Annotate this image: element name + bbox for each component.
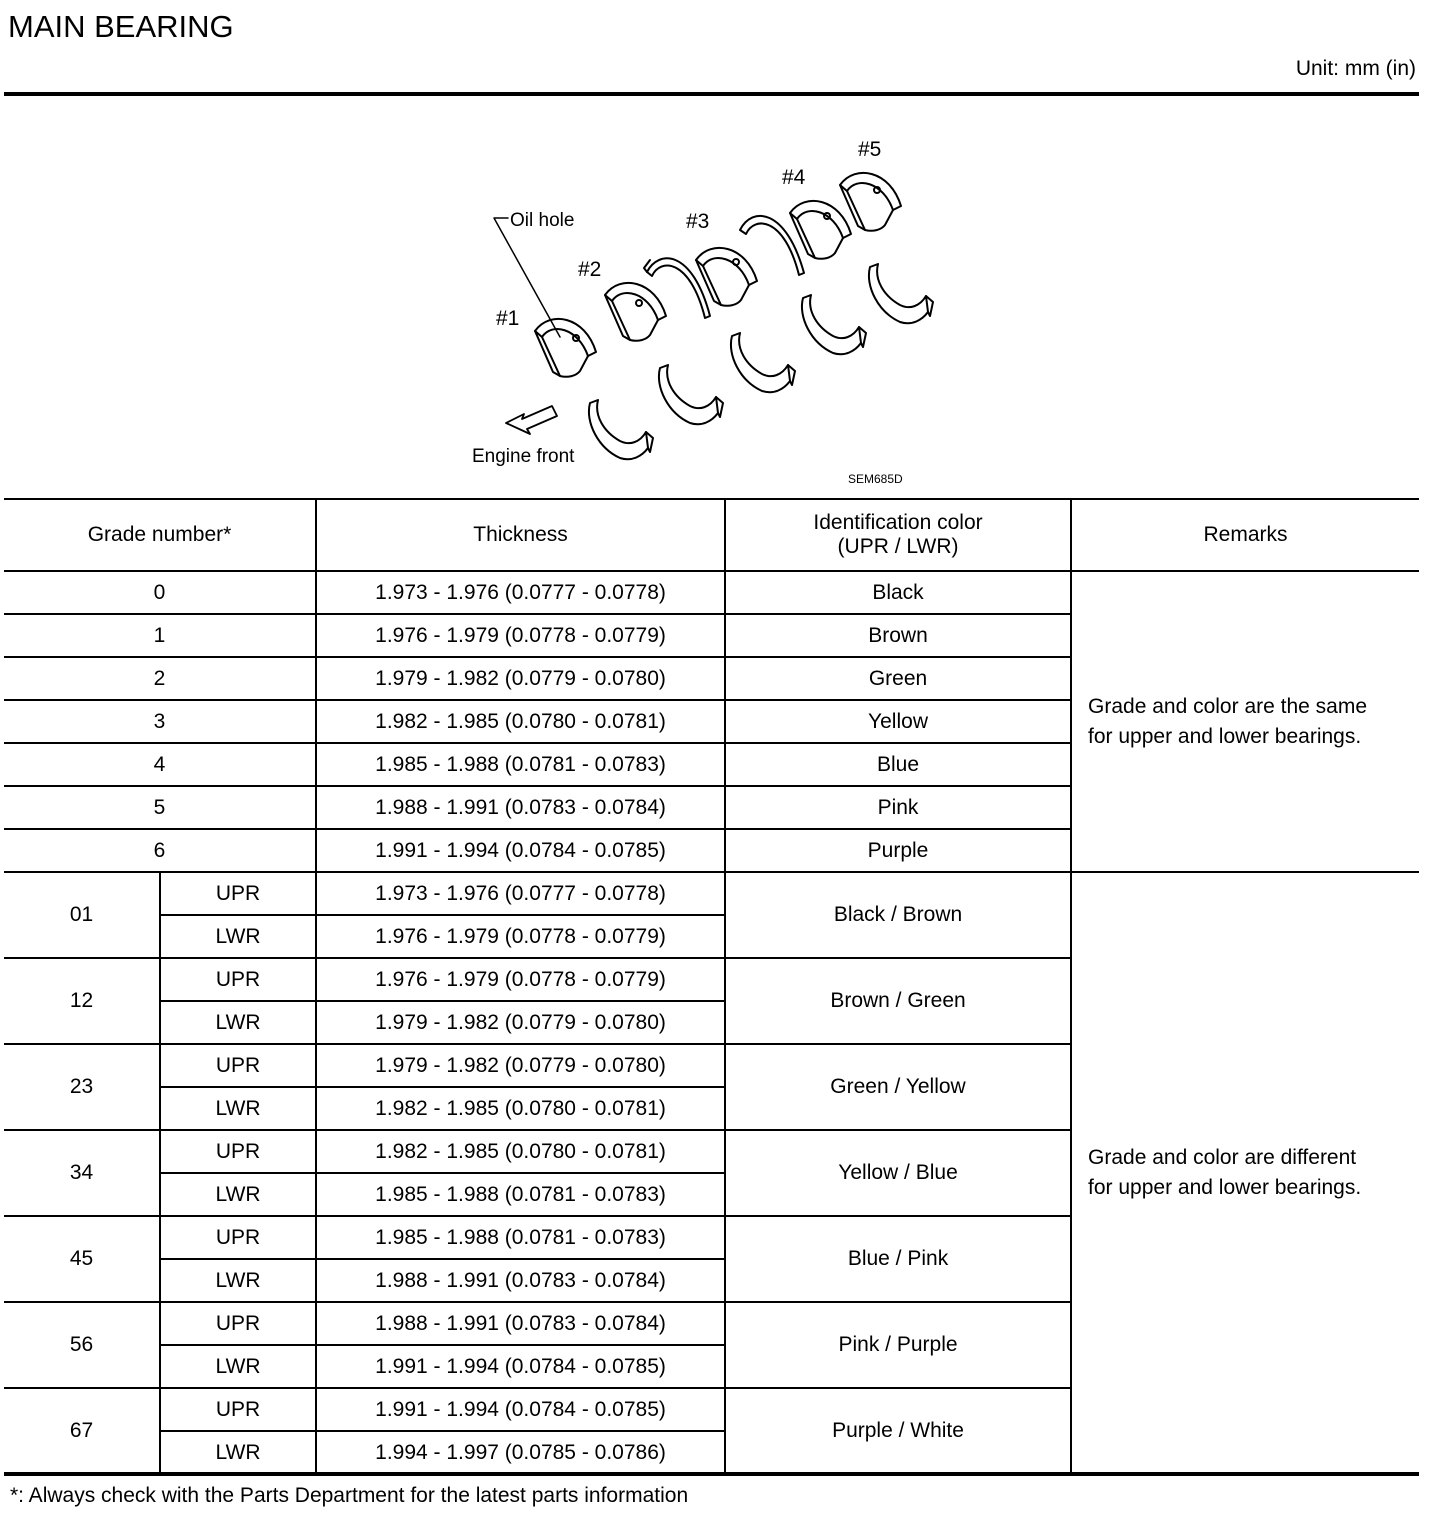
position-cell: LWR bbox=[160, 915, 316, 958]
oil-hole-label: Oil hole bbox=[510, 210, 575, 231]
grade-cell: 6 bbox=[4, 829, 316, 872]
remarks-same bbox=[1071, 571, 1419, 872]
position-cell: UPR bbox=[160, 1130, 316, 1173]
page-title: MAIN BEARING bbox=[8, 9, 234, 44]
engine-front-label: Engine front bbox=[472, 446, 575, 467]
header-grade-number: Grade number* bbox=[4, 499, 316, 571]
upper-shell-3 bbox=[696, 248, 757, 306]
header-identification-color bbox=[725, 499, 1071, 571]
grade-cell: 1 bbox=[4, 614, 316, 657]
thickness-cell: 1.991 - 1.994 (0.0784 - 0.0785) bbox=[316, 829, 725, 872]
color-cell: Blue bbox=[725, 743, 1071, 786]
position-cell: LWR bbox=[160, 1259, 316, 1302]
unit-label: Unit: mm (in) bbox=[1295, 57, 1416, 80]
main-bearing-table bbox=[4, 498, 1419, 1475]
thickness-cell: 1.985 - 1.988 (0.0781 - 0.0783) bbox=[316, 1216, 725, 1259]
engine-front-arrow bbox=[506, 406, 557, 434]
bearing-label-4: #4 bbox=[782, 166, 806, 189]
position-cell: UPR bbox=[160, 1216, 316, 1259]
grade-cell: 0 bbox=[4, 571, 316, 614]
lower-shell-1 bbox=[589, 400, 653, 459]
thickness-cell: 1.973 - 1.976 (0.0777 - 0.0778) bbox=[316, 571, 725, 614]
thickness-cell: 1.994 - 1.997 (0.0785 - 0.0786) bbox=[316, 1431, 725, 1474]
color-cell: Black bbox=[725, 571, 1071, 614]
grade-cell: 23 bbox=[4, 1044, 160, 1130]
position-cell: UPR bbox=[160, 958, 316, 1001]
top-rule bbox=[4, 92, 1419, 96]
thickness-cell: 1.979 - 1.982 (0.0779 - 0.0780) bbox=[316, 657, 725, 700]
color-cell: Purple / White bbox=[725, 1388, 1071, 1474]
thickness-cell: 1.985 - 1.988 (0.0781 - 0.0783) bbox=[316, 743, 725, 786]
bearing-label-1: #1 bbox=[496, 307, 520, 330]
color-cell: Yellow / Blue bbox=[725, 1130, 1071, 1216]
header-thickness: Thickness bbox=[316, 499, 725, 571]
bearing-label-3: #3 bbox=[686, 210, 710, 233]
thickness-cell: 1.988 - 1.991 (0.0783 - 0.0784) bbox=[316, 1302, 725, 1345]
lower-shell-3 bbox=[731, 333, 795, 392]
color-cell: Green bbox=[725, 657, 1071, 700]
table-header-row bbox=[4, 499, 1419, 571]
lower-shell-4 bbox=[802, 295, 866, 354]
grade-cell: 5 bbox=[4, 786, 316, 829]
grade-cell: 12 bbox=[4, 958, 160, 1044]
thickness-cell: 1.991 - 1.994 (0.0784 - 0.0785) bbox=[316, 1345, 725, 1388]
color-cell: Green / Yellow bbox=[725, 1044, 1071, 1130]
upper-shell-5 bbox=[840, 173, 901, 231]
color-cell: Pink / Purple bbox=[725, 1302, 1071, 1388]
position-cell: LWR bbox=[160, 1431, 316, 1474]
position-cell: LWR bbox=[160, 1345, 316, 1388]
position-cell: LWR bbox=[160, 1001, 316, 1044]
bearing-label-2: #2 bbox=[578, 258, 602, 281]
grade-cell: 3 bbox=[4, 700, 316, 743]
lower-shell-2 bbox=[659, 365, 723, 424]
table-row bbox=[4, 571, 1419, 614]
grade-cell: 01 bbox=[4, 872, 160, 958]
grade-cell: 67 bbox=[4, 1388, 160, 1474]
color-cell: Purple bbox=[725, 829, 1071, 872]
thickness-cell: 1.973 - 1.976 (0.0777 - 0.0778) bbox=[316, 872, 725, 915]
bearing-diagram bbox=[460, 120, 960, 495]
thickness-cell: 1.988 - 1.991 (0.0783 - 0.0784) bbox=[316, 786, 725, 829]
thickness-cell: 1.991 - 1.994 (0.0784 - 0.0785) bbox=[316, 1388, 725, 1431]
table-row-upper bbox=[4, 872, 1419, 915]
grade-cell: 45 bbox=[4, 1216, 160, 1302]
color-cell: Black / Brown bbox=[725, 872, 1071, 958]
color-cell: Brown bbox=[725, 614, 1071, 657]
thickness-cell: 1.982 - 1.985 (0.0780 - 0.0781) bbox=[316, 1087, 725, 1130]
position-cell: UPR bbox=[160, 1044, 316, 1087]
thickness-cell: 1.976 - 1.979 (0.0778 - 0.0779) bbox=[316, 958, 725, 1001]
grade-cell: 4 bbox=[4, 743, 316, 786]
remarks-same-line2: for upper and lower bearings. bbox=[1088, 724, 1362, 748]
position-cell: LWR bbox=[160, 1173, 316, 1216]
remarks-different-line2: for upper and lower bearings. bbox=[1088, 1176, 1362, 1199]
color-cell: Pink bbox=[725, 786, 1071, 829]
upper-shell-2 bbox=[605, 283, 666, 341]
position-cell: UPR bbox=[160, 1388, 316, 1431]
color-cell: Yellow bbox=[725, 700, 1071, 743]
position-cell: LWR bbox=[160, 1087, 316, 1130]
figure-code: SEM685D bbox=[848, 472, 903, 486]
header-remarks: Remarks bbox=[1071, 499, 1419, 571]
thickness-cell: 1.976 - 1.979 (0.0778 - 0.0779) bbox=[316, 614, 725, 657]
bearing-label-5: #5 bbox=[858, 138, 882, 161]
color-cell: Blue / Pink bbox=[725, 1216, 1071, 1302]
grade-cell: 56 bbox=[4, 1302, 160, 1388]
grade-cell: 34 bbox=[4, 1130, 160, 1216]
remarks-different-line1: Grade and color are different bbox=[1088, 1146, 1357, 1169]
thickness-cell: 1.979 - 1.982 (0.0779 - 0.0780) bbox=[316, 1044, 725, 1087]
thickness-cell: 1.988 - 1.991 (0.0783 - 0.0784) bbox=[316, 1259, 725, 1302]
thickness-cell: 1.982 - 1.985 (0.0780 - 0.0781) bbox=[316, 700, 725, 743]
bottom-rule bbox=[4, 1472, 1419, 1476]
lower-shell-5 bbox=[869, 264, 933, 323]
upper-shell-1 bbox=[535, 319, 596, 377]
header-color-line1: Identification color bbox=[813, 511, 983, 534]
header-color-line2: (UPR / LWR) bbox=[837, 535, 959, 558]
thickness-cell: 1.979 - 1.982 (0.0779 - 0.0780) bbox=[316, 1001, 725, 1044]
position-cell: UPR bbox=[160, 872, 316, 915]
remarks-different bbox=[1071, 872, 1419, 1474]
thickness-cell: 1.982 - 1.985 (0.0780 - 0.0781) bbox=[316, 1130, 725, 1173]
thickness-cell: 1.985 - 1.988 (0.0781 - 0.0783) bbox=[316, 1173, 725, 1216]
color-cell: Brown / Green bbox=[725, 958, 1071, 1044]
position-cell: UPR bbox=[160, 1302, 316, 1345]
remarks-same-line1: Grade and color are the same bbox=[1088, 694, 1368, 718]
footnote: *: Always check with the Parts Department for the latest parts information bbox=[10, 1484, 689, 1507]
thickness-cell: 1.976 - 1.979 (0.0778 - 0.0779) bbox=[316, 915, 725, 958]
upper-shell-4 bbox=[790, 201, 851, 259]
grade-cell: 2 bbox=[4, 657, 316, 700]
